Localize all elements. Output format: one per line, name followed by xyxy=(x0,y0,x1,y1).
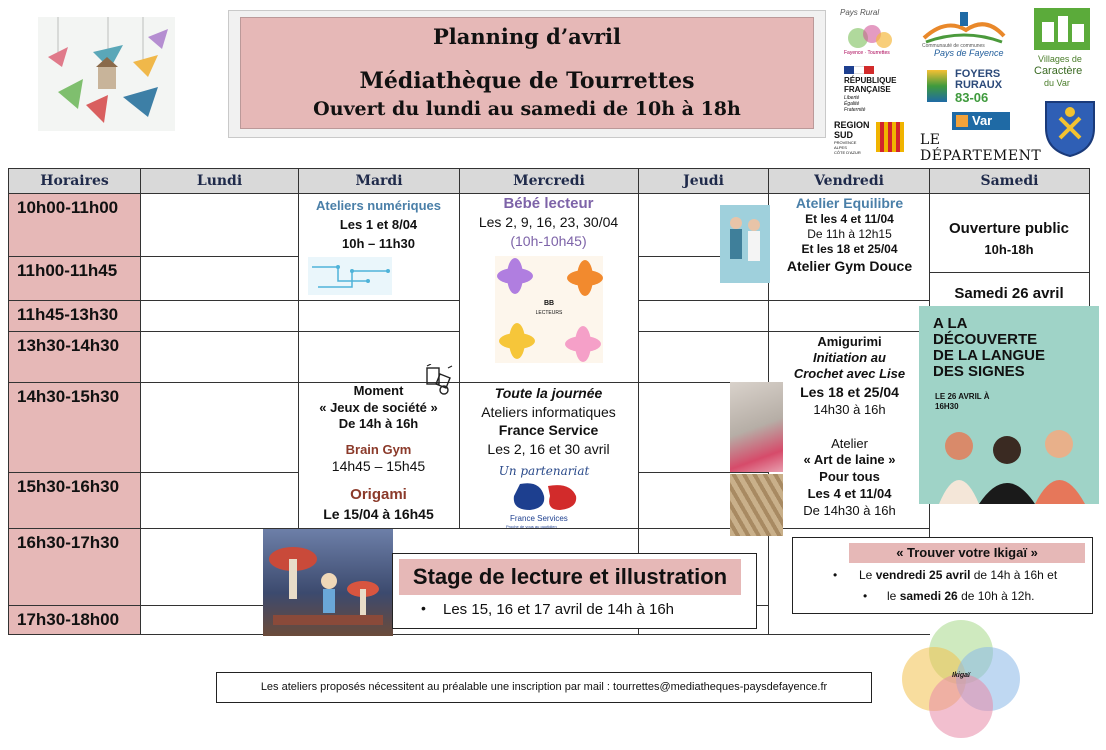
title-box xyxy=(240,17,814,129)
vendredi-gym: Atelier Gym Douce xyxy=(786,258,913,274)
region-sud-logo xyxy=(834,120,906,156)
cc-line2: Pays de Fayence xyxy=(934,48,1004,58)
time-slot: 13h30-14h30 xyxy=(8,331,141,383)
stage-dates: Les 15, 16 et 17 avril de 14h à 16h xyxy=(443,601,675,618)
cc-line1: Communauté de communes xyxy=(922,43,985,49)
wonderland-illustration xyxy=(263,529,393,636)
ikigai-title: « Trouver votre Ikigaï » xyxy=(849,543,1085,563)
time-slot: 11h45-13h30 xyxy=(8,300,141,332)
origami-birds-photo xyxy=(38,17,175,131)
var-label: Var xyxy=(972,113,993,128)
mardi-braingym-title: Brain Gym xyxy=(345,442,412,457)
france-services-logo xyxy=(500,480,590,532)
villages-line3: du Var xyxy=(1044,78,1070,88)
mercredi-journee-l3: Les 2, 16 et 30 avril xyxy=(487,441,610,457)
fs-line1: France Services xyxy=(510,514,568,523)
vendredi-amigurimi-l2: Crochet avec Lise xyxy=(793,366,906,381)
crochet-photo xyxy=(730,382,783,472)
bebe-lecteur-poster xyxy=(495,256,603,363)
foyers-line1: FOYERS xyxy=(955,68,1001,80)
time-slot: 17h30-18h00 xyxy=(8,605,141,635)
ikigai-line1 xyxy=(859,568,1057,582)
vendredi-equilibre-l1: Et les 4 et 11/04 xyxy=(805,212,894,226)
villages-line1: Villages de xyxy=(1038,54,1082,64)
time-slot: 10h00-11h00 xyxy=(8,193,141,257)
poster-l5: LE 26 AVRIL À xyxy=(935,392,990,401)
ikigai-line2 xyxy=(887,589,1034,603)
republique-francaise-logo xyxy=(844,66,904,116)
samedi-special-date: Samedi 26 avril xyxy=(954,285,1064,302)
col-header-jeudi: Jeudi xyxy=(638,168,769,194)
col-header-horaires: Horaires xyxy=(8,168,141,194)
stage-box xyxy=(392,553,757,629)
opening-hours: Ouvert du lundi au samedi de 10h à 18h xyxy=(313,98,741,120)
mardi-jeux-l2: « Jeux de société » xyxy=(319,400,438,415)
ikigai-b1-pre: Le xyxy=(859,568,876,582)
rf-motto2: Égalité xyxy=(844,101,860,107)
col-header-mercredi: Mercredi xyxy=(459,168,639,194)
ikigai-b2-post: de 10h à 12h. xyxy=(957,589,1035,603)
region-line5: CÔTE D'AZUR xyxy=(834,150,861,155)
stage-bullet-icon: • xyxy=(421,600,426,616)
mercredi-journee-l2: France Service xyxy=(498,422,599,438)
fs-line2: Proche de vous au quotidien xyxy=(506,524,557,529)
pays-de-fayence-logo xyxy=(916,8,1012,60)
vendredi-amigurimi-dates: Les 18 et 25/04 xyxy=(800,384,899,400)
page-title: Planning d’avril xyxy=(433,24,621,49)
ikigai-bullet-icon: • xyxy=(863,589,868,603)
poster-l1: A LA xyxy=(933,315,968,332)
foyers-line2: RURAUX xyxy=(955,79,1003,91)
mercredi-bebe-dates: Les 2, 9, 16, 23, 30/04 xyxy=(478,214,619,230)
equilibre-photo xyxy=(720,205,770,283)
ikigai-box xyxy=(792,537,1093,614)
vendredi-equilibre-l2: De 11h à 12h15 xyxy=(807,227,892,241)
mercredi-journee-l1: Ateliers informatiques xyxy=(481,404,616,420)
wool-knit-photo xyxy=(730,474,783,536)
pays-rural-logo xyxy=(838,8,906,60)
tourrettes-coat-of-arms-icon xyxy=(1042,98,1098,158)
ikigai-b2-pre: le xyxy=(887,589,900,603)
mardi-numeriques-dates: Les 1 et 8/04 xyxy=(339,217,418,232)
col-header-samedi: Samedi xyxy=(929,168,1090,194)
mardi-jeux-l3: De 14h à 16h xyxy=(338,416,419,431)
circuit-illustration xyxy=(308,257,392,295)
region-line3: PROVENCE xyxy=(834,140,857,145)
vendredi-laine-l3: Pour tous xyxy=(819,469,880,484)
poster-l2: DÉCOUVERTE xyxy=(933,331,1038,348)
rf-line2: FRANÇAISE xyxy=(844,85,891,94)
poster-l3: DE LA LANGUE xyxy=(933,347,1045,364)
rf-line1: RÉPUBLIQUE xyxy=(844,76,897,85)
ikigai-diagram xyxy=(896,614,1026,744)
mercredi-bebe-title: Bébé lecteur xyxy=(503,195,594,212)
ikigai-b1-bold: vendredi 25 avril xyxy=(875,568,971,582)
ikigai-b1-post: de 14h à 16h et xyxy=(970,568,1058,582)
ikigai-b2-bold: samedi 26 xyxy=(899,589,958,603)
samedi-ouverture-time: 10h-18h xyxy=(984,242,1034,257)
partenariat-label: Un partenariat xyxy=(498,464,590,478)
rf-motto3: Fraternité xyxy=(844,107,866,113)
col-header-vendredi: Vendredi xyxy=(768,168,930,194)
ikigai-center-label: Ikigaï xyxy=(952,672,970,679)
langue-des-signes-poster xyxy=(919,306,1099,504)
le-departement-logo xyxy=(920,112,1044,164)
mardi-jeux-l1: Moment xyxy=(353,383,404,398)
time-slot: 16h30-17h30 xyxy=(8,528,141,606)
pays-rural-sub: Fayence · Tourrettes xyxy=(844,50,890,56)
col-header-lundi: Lundi xyxy=(140,168,299,194)
mardi-numeriques-title: Ateliers numériques xyxy=(316,198,441,213)
foyers-line3: 83-06 xyxy=(955,90,989,105)
vendredi-equilibre-title: Atelier Equilibre xyxy=(795,195,904,211)
library-name: Médiathèque de Tourrettes xyxy=(359,68,695,94)
foyers-ruraux-logo xyxy=(927,68,1009,108)
samedi-ouverture-title: Ouverture public xyxy=(948,220,1070,237)
vendredi-laine-l1: Atelier xyxy=(831,436,868,451)
mercredi-journee-title: Toute la journée xyxy=(494,385,603,401)
rf-motto1: Liberté xyxy=(844,95,860,101)
poster-l4: DES SIGNES xyxy=(933,363,1025,380)
vendredi-laine-dates: Les 4 et 11/04 xyxy=(807,486,892,501)
mercredi-bebe-time: (10h-10h45) xyxy=(510,233,587,249)
vendredi-equilibre-l3: Et les 18 et 25/04 xyxy=(801,242,898,256)
bebe-img-l2: LECTEURS xyxy=(535,310,563,316)
vendredi-amigurimi-time: 14h30 à 16h xyxy=(813,402,886,417)
mardi-braingym-time: 14h45 – 15h45 xyxy=(331,458,426,474)
mardi-origami-title: Origami xyxy=(350,486,407,503)
mardi-numeriques-time: 10h – 11h30 xyxy=(342,236,415,251)
vendredi-amigurimi-l1: Initiation au xyxy=(813,350,886,365)
vendredi-amigurimi-title: Amigurimi xyxy=(817,334,882,349)
stage-title: Stage de lecture et illustration xyxy=(399,559,741,595)
time-slot: 14h30-15h30 xyxy=(8,382,141,473)
ikigai-bullet-icon: • xyxy=(833,568,838,582)
region-line1: REGION xyxy=(834,120,870,130)
time-slot: 11h00-11h45 xyxy=(8,256,141,301)
poster-l6: 16H30 xyxy=(935,402,959,411)
mardi-origami-date: Le 15/04 à 16h45 xyxy=(323,506,434,522)
villages-de-caractere-logo xyxy=(1032,6,1098,96)
col-header-mardi: Mardi xyxy=(298,168,460,194)
departement-label: LE DÉPARTEMENT xyxy=(920,132,1042,164)
vendredi-laine-time: De 14h30 à 16h xyxy=(803,503,896,518)
pays-rural-name: Pays Rural xyxy=(840,8,880,17)
bebe-img-l1: BB xyxy=(543,300,555,307)
vendredi-laine-l2: « Art de laine » xyxy=(803,452,896,467)
villages-line2: Caractère xyxy=(1034,65,1083,77)
registration-footer: Les ateliers proposés nécessitent au préalable une inscription par mail : tourrettes@mediatheques-paysdefayence.fr xyxy=(216,672,872,703)
time-slot: 15h30-16h30 xyxy=(8,472,141,529)
region-line2: SUD xyxy=(834,130,854,140)
region-line4: ALPES xyxy=(834,145,847,150)
